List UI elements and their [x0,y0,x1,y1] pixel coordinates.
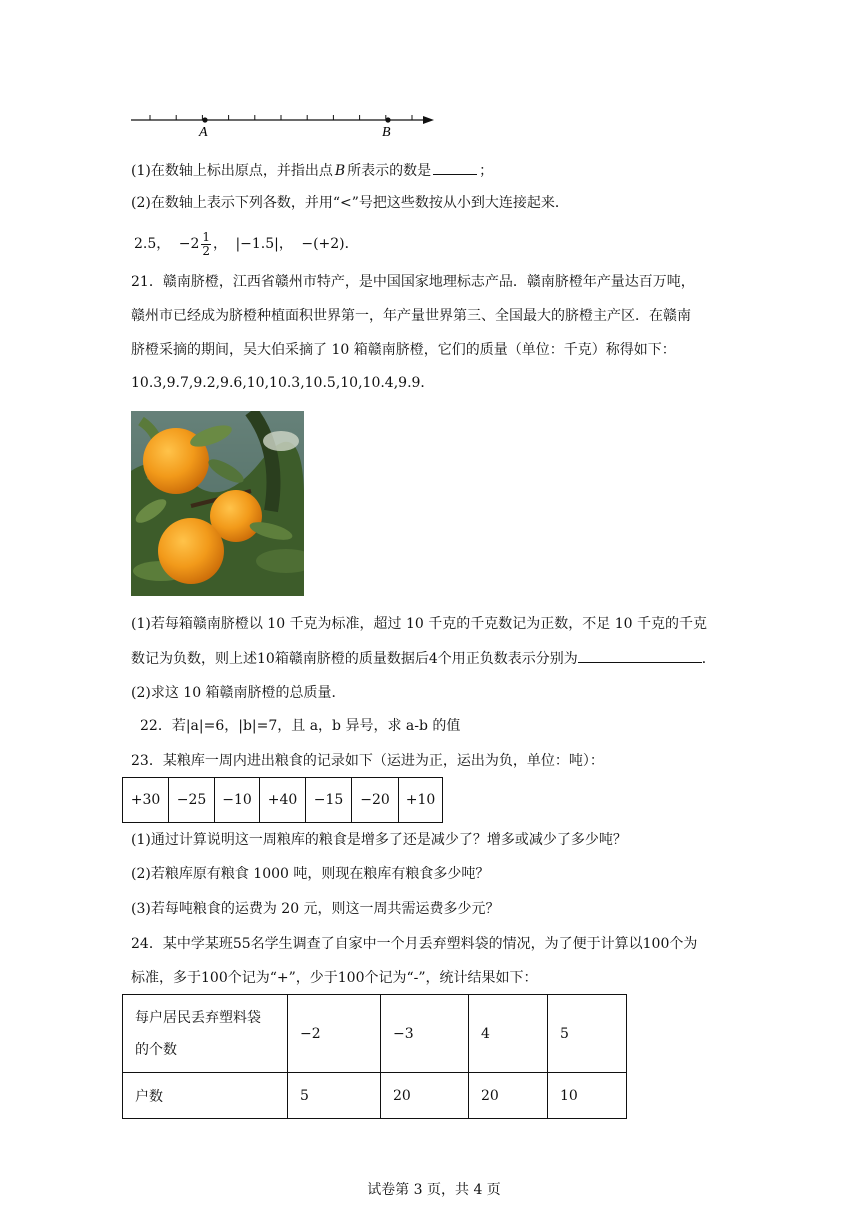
table-cell: 5 [548,995,627,1073]
table-cell: 5 [288,1073,381,1119]
q23-p2: (2)若粮库原有粮食 1000 吨，则现在粮库有粮食多少吨？ [131,866,490,882]
table-row [123,995,627,1073]
table-row [123,1073,627,1119]
table-cell: 20 [469,1073,548,1119]
table-row-label: 户数 [123,1073,288,1119]
q20-numbers: 2.5， −2 $\frac{1}{2}$ ， |−1.5|， −(+2)． [134,229,359,258]
number-line [128,104,448,138]
table-header-cell: 每户居民丢弃塑料袋 的个数 [123,995,288,1073]
label-a: A [199,125,208,138]
q21-p2: (2)求这 10 箱赣南脐橙的总质量． [131,685,346,701]
orange-photo [131,411,304,596]
q21-line2: 赣州市已经成为脐橙种植面积世界第一，年产量世界第三、全国最大的脐橙主产区．在赣南 [131,308,691,324]
q20-part2: (2)在数轴上表示下列各数，并用“<”号把这些数按从小到大连接起来． [131,195,569,211]
table-cell: −10 [215,778,260,823]
answer-blank [578,648,702,663]
table-cell: −2 [288,995,381,1073]
table-cell: 4 [469,995,548,1073]
grain-record-table [122,777,443,823]
q21-line4: 10.3,9.7,9.2,9.6,10,10.3,10.5,10,10.4,9.9． [131,375,435,391]
table-cell: −20 [352,778,399,823]
table-cell: −3 [381,995,469,1073]
plastic-bag-table [122,994,627,1119]
table-cell: 20 [381,1073,469,1119]
q21-line1: 21．赣南脐橙，江西省赣州市特产，是中国国家地理标志产品．赣南脐橙年产量达百万吨， [131,274,695,290]
page-footer: 试卷第 3 页，共 4 页 [367,1182,501,1198]
point-a [202,117,207,122]
point-b [385,117,390,122]
q23-p3: (3)若每吨粮食的运费为 20 元，则这一周共需运费多少元？ [131,901,500,917]
q20-part1: (1)在数轴上标出原点，并指出点 B 所表示的数是 ； [131,160,493,181]
q23-p1: (1)通过计算说明这一周粮库的粮食是增多了还是减少了？增多或减少了多少吨？ [131,832,627,848]
answer-blank [433,160,477,175]
q21-p1-line1: (1)若每箱赣南脐橙以 10 千克为标准，超过 10 千克的千克数记为正数，不足 10 千克的千克 [131,616,707,632]
table-cell: −25 [169,778,215,823]
q23-intro: 23．某粮库一周内进出粮食的记录如下（运进为正，运出为负，单位：吨）： [131,753,604,769]
q22-text: 22．若|a|=6，|b|=7，且 a，b 异号，求 a-b 的值 [140,718,461,734]
label-b: B [382,125,391,138]
table-row [123,778,443,823]
table-cell: −15 [306,778,352,823]
q24-line1: 24．某中学某班55名学生调查了自家中一个月丢弃塑料袋的情况，为了便于计算以100个为 [131,936,698,952]
table-cell: 10 [548,1073,627,1119]
table-cell: +10 [399,778,443,823]
q24-line2: 标准，多于100个记为“+”，少于100个记为“-”，统计结果如下： [131,970,538,986]
table-cell: +30 [123,778,169,823]
fraction: $\frac{1}{2}$ [202,229,210,258]
q21-line3: 脐橙采摘的期间，吴大伯采摘了 10 箱赣南脐橙，它们的质量（单位：千克）称得如下： [131,342,676,358]
q21-p1-line2: 数记为负数，则上述10箱赣南脐橙的质量数据后4个用正负数表示分别为 ． [131,648,716,669]
table-cell: +40 [260,778,306,823]
